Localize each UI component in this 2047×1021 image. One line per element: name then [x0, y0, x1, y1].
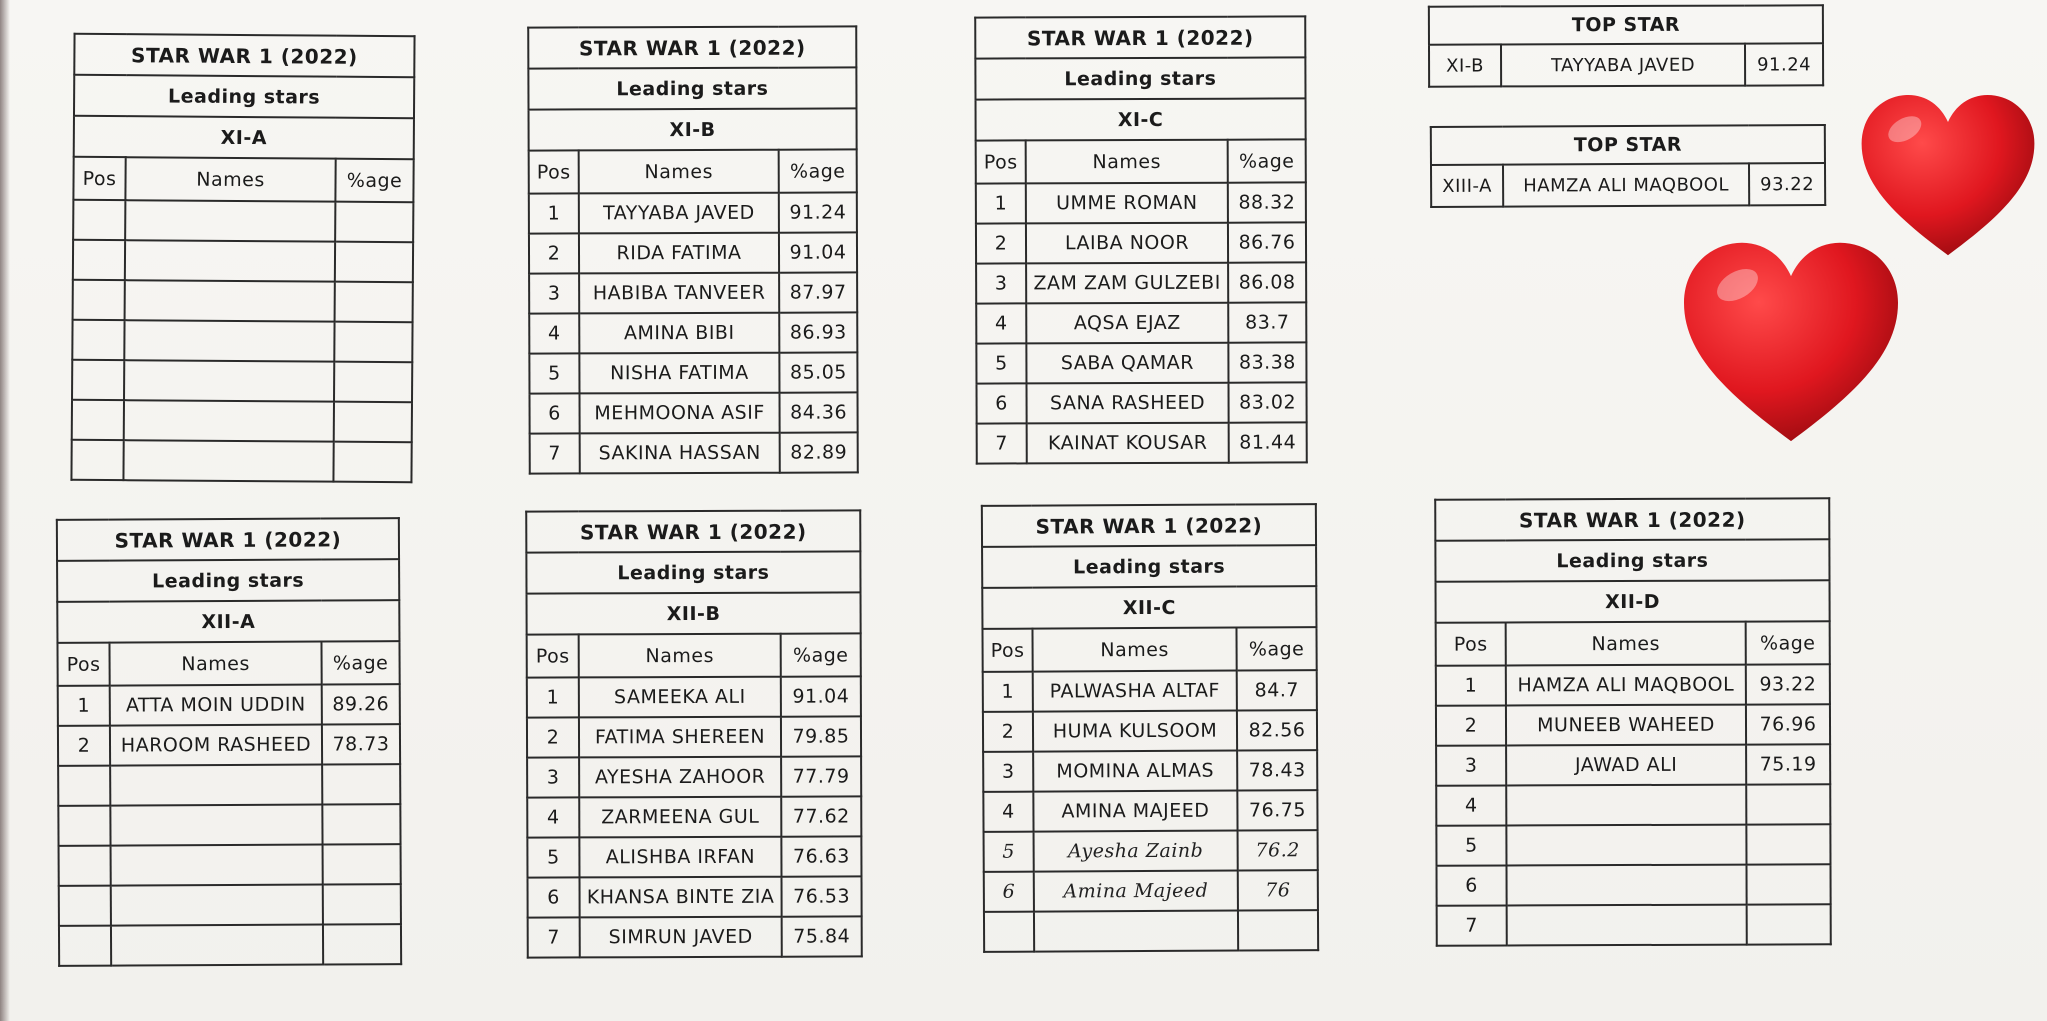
table-subtitle: Leading stars	[982, 545, 1316, 588]
col-names-header: Names	[109, 642, 321, 686]
pct-cell	[334, 402, 412, 443]
pct-cell: 77.62	[781, 796, 861, 836]
pos-cell: 4	[976, 303, 1026, 343]
col-names-header: Names	[579, 150, 779, 194]
name-cell: AMINA MAJEED	[1033, 791, 1237, 832]
table-row	[983, 670, 1317, 712]
name-cell	[1034, 911, 1238, 952]
pos-cell: 5	[527, 837, 579, 877]
pct-cell	[323, 844, 401, 884]
pos-cell: 5	[976, 343, 1026, 383]
table-row	[976, 302, 1306, 343]
table-row	[58, 764, 400, 806]
pos-cell: 3	[976, 263, 1026, 303]
pos-cell	[73, 280, 125, 320]
name-cell	[125, 280, 335, 321]
name-cell	[110, 765, 322, 806]
pos-cell	[984, 912, 1034, 952]
pos-cell: 7	[977, 423, 1027, 463]
name-cell: MOMINA ALMAS	[1033, 751, 1237, 792]
pct-cell	[335, 242, 413, 283]
header-row	[73, 157, 413, 202]
name-cell: RIDA FATIMA	[579, 233, 779, 274]
table-row	[527, 716, 861, 757]
pct-cell: 84.36	[779, 392, 857, 432]
pct-cell: 75.84	[782, 916, 862, 956]
pct-cell: 86.76	[1228, 222, 1306, 262]
top-star-title: TOP STAR	[1431, 125, 1825, 165]
name-cell: KHANSA BINTE ZIA	[579, 877, 781, 918]
pos-cell	[59, 846, 111, 886]
col-pct-header: %age	[335, 159, 413, 203]
pos-cell	[72, 320, 124, 360]
pos-cell: 7	[528, 917, 580, 957]
pos-cell: 4	[529, 313, 579, 353]
name-cell: ZARMEENA GUL	[579, 797, 781, 838]
top-star-xiii-a	[1430, 124, 1826, 208]
table-xi-a	[70, 33, 415, 483]
pct-cell	[333, 442, 411, 483]
pct-cell: 78.73	[322, 724, 400, 764]
table-row	[59, 884, 401, 926]
table-subtitle: Leading stars	[57, 559, 399, 602]
pct-cell: 76.96	[1746, 704, 1830, 744]
table-row	[529, 352, 857, 393]
top-star-pct: 93.22	[1749, 163, 1825, 205]
name-cell	[1506, 825, 1746, 866]
pct-cell: 78.43	[1237, 750, 1317, 790]
name-cell: FATIMA SHEREEN	[579, 717, 781, 758]
pct-cell: 83.02	[1228, 382, 1306, 422]
pct-cell	[335, 282, 413, 323]
table-xi-c	[974, 15, 1308, 464]
class-label: XI-B	[529, 108, 857, 150]
class-label: XII-B	[527, 592, 861, 634]
pct-cell: 86.93	[779, 312, 857, 352]
table-xii-c	[981, 503, 1319, 953]
top-star-pct: 91.24	[1745, 43, 1823, 85]
name-cell: SANA RASHEED	[1026, 383, 1228, 424]
name-cell: AQSA EJAZ	[1026, 303, 1228, 344]
pct-cell: 91.04	[781, 676, 861, 716]
name-cell: ZAM ZAM GULZEBI	[1026, 263, 1228, 304]
name-cell: Ayesha Zainb	[1034, 831, 1238, 872]
pos-cell	[59, 926, 111, 966]
table-row	[1437, 904, 1831, 945]
table-row	[59, 844, 401, 886]
pos-cell: 2	[527, 717, 579, 757]
top-star-title: TOP STAR	[1429, 5, 1823, 44]
name-cell: LAIBA NOOR	[1026, 223, 1228, 264]
name-cell: SAMEEKA ALI	[579, 677, 781, 718]
pos-cell	[71, 440, 123, 480]
name-cell	[124, 320, 334, 361]
pct-cell: 87.97	[779, 272, 857, 312]
table-xii-d	[1434, 497, 1832, 946]
name-cell: NISHA FATIMA	[579, 353, 779, 394]
table-row	[527, 796, 861, 837]
pct-cell: 85.05	[779, 352, 857, 392]
pos-cell: 3	[527, 757, 579, 797]
pos-cell	[72, 360, 124, 400]
pct-cell: 91.04	[779, 232, 857, 272]
pos-cell: 2	[1436, 705, 1506, 745]
col-names-header: Names	[125, 157, 335, 201]
pct-cell	[335, 202, 413, 243]
pos-cell: 3	[983, 752, 1033, 792]
name-cell: Amina Majeed	[1034, 871, 1238, 912]
table-row	[976, 182, 1306, 223]
col-pos-header: Pos	[976, 140, 1026, 183]
table-row	[984, 830, 1318, 872]
pct-cell: 89.26	[322, 684, 400, 724]
col-pos-header: Pos	[1436, 622, 1506, 665]
table-row	[984, 910, 1318, 952]
table-row	[529, 192, 857, 233]
class-label: XI-C	[976, 98, 1306, 140]
name-cell	[111, 925, 323, 966]
name-cell	[111, 885, 323, 926]
pct-cell: 76.75	[1237, 790, 1317, 830]
pct-cell: 79.85	[781, 716, 861, 756]
name-cell: TAYYABA JAVED	[579, 193, 779, 234]
table-row	[977, 422, 1307, 463]
table-xii-b	[525, 509, 863, 958]
table-row	[1436, 664, 1830, 705]
table-title: STAR WAR 1 (2022)	[975, 16, 1305, 58]
pct-cell: 83.7	[1228, 302, 1306, 342]
class-label: XI-A	[74, 116, 414, 159]
col-pct-header: %age	[1236, 627, 1316, 670]
pos-cell: 1	[529, 193, 579, 233]
top-star-name: TAYYABA JAVED	[1501, 44, 1745, 87]
pct-cell: 77.79	[781, 756, 861, 796]
pct-cell: 76.53	[781, 876, 861, 916]
table-row	[983, 790, 1317, 832]
class-label: XII-A	[57, 600, 399, 643]
table-row	[58, 804, 400, 846]
pct-cell: 82.56	[1237, 710, 1317, 750]
table-xi-b	[527, 25, 859, 474]
pct-cell: 81.44	[1229, 422, 1307, 462]
name-cell: UMME ROMAN	[1026, 183, 1228, 224]
header-row	[529, 149, 857, 193]
table-row	[983, 750, 1317, 792]
pct-cell: 88.32	[1228, 182, 1306, 222]
table-subtitle: Leading stars	[526, 551, 860, 593]
pos-cell: 3	[1436, 745, 1506, 785]
table-row	[73, 280, 413, 322]
pos-cell: 6	[528, 877, 580, 917]
col-pos-header: Pos	[57, 643, 109, 686]
table-row	[529, 272, 857, 313]
col-pos-header: Pos	[982, 629, 1032, 672]
top-star-xi-b	[1428, 4, 1824, 87]
table-row	[72, 360, 412, 402]
col-names-header: Names	[1026, 140, 1228, 184]
pos-cell	[73, 200, 125, 240]
pos-cell: 2	[529, 233, 579, 273]
col-pos-header: Pos	[529, 150, 579, 193]
col-pct-header: %age	[1746, 621, 1830, 664]
table-row	[527, 756, 861, 797]
table-row	[976, 222, 1306, 263]
pos-cell: 6	[984, 872, 1034, 912]
table-subtitle: Leading stars	[74, 75, 414, 118]
class-label: XII-C	[982, 586, 1316, 629]
name-cell: AYESHA ZAHOOR	[579, 757, 781, 798]
pos-cell	[58, 806, 110, 846]
name-cell: SAKINA HASSAN	[580, 433, 780, 474]
header-row	[982, 627, 1316, 672]
table-subtitle: Leading stars	[528, 67, 856, 109]
pos-cell: 5	[1436, 825, 1506, 865]
name-cell	[110, 805, 322, 846]
table-row	[528, 876, 862, 917]
name-cell	[1506, 785, 1746, 826]
table-row	[73, 240, 413, 282]
top-star-class: XIII-A	[1431, 165, 1503, 207]
name-cell: HAROOM RASHEED	[110, 725, 322, 766]
table-row	[983, 710, 1317, 752]
table-row	[528, 916, 862, 957]
pos-cell	[59, 886, 111, 926]
pos-cell: 1	[58, 686, 110, 726]
table-title: STAR WAR 1 (2022)	[1435, 498, 1829, 540]
name-cell	[123, 440, 333, 481]
table-row	[71, 440, 411, 482]
pos-cell: 1	[1436, 665, 1506, 705]
name-cell	[1507, 905, 1747, 946]
name-cell	[124, 400, 334, 441]
pos-cell: 1	[983, 672, 1033, 712]
col-pos-header: Pos	[527, 634, 579, 677]
header-row	[527, 633, 861, 677]
name-cell: HUMA KULSOOM	[1033, 711, 1237, 752]
pct-cell	[1746, 784, 1830, 824]
pct-cell: 84.7	[1237, 670, 1317, 710]
pct-cell	[1746, 824, 1830, 864]
table-row	[527, 836, 861, 877]
name-cell	[124, 360, 334, 401]
name-cell: ALISHBA IRFAN	[579, 837, 781, 878]
pct-cell	[1747, 904, 1831, 944]
pos-cell: 6	[977, 383, 1027, 423]
pct-cell	[323, 924, 401, 964]
table-row	[72, 320, 412, 362]
pct-cell: 76.2	[1238, 830, 1318, 870]
pct-cell: 76	[1238, 870, 1318, 910]
table-row	[1436, 784, 1830, 825]
pos-cell: 7	[1437, 905, 1507, 945]
name-cell: SABA QAMAR	[1026, 343, 1228, 384]
col-names-header: Names	[579, 634, 781, 678]
pos-cell: 2	[58, 726, 110, 766]
table-title: STAR WAR 1 (2022)	[526, 510, 860, 552]
pos-cell	[73, 240, 125, 280]
table-row	[1436, 824, 1830, 865]
table-title: STAR WAR 1 (2022)	[57, 518, 399, 561]
pos-cell	[72, 400, 124, 440]
col-pct-header: %age	[1228, 139, 1306, 182]
class-label: XII-D	[1436, 580, 1830, 622]
table-row	[1436, 704, 1830, 745]
header-row	[57, 641, 399, 686]
header-row	[1436, 621, 1830, 665]
pos-cell: 6	[530, 393, 580, 433]
name-cell: JAWAD ALI	[1506, 745, 1746, 786]
pos-cell: 7	[530, 433, 580, 473]
table-row	[73, 200, 413, 242]
pct-cell	[1238, 910, 1318, 950]
pos-cell: 4	[527, 797, 579, 837]
pos-cell: 5	[529, 353, 579, 393]
pct-cell	[322, 804, 400, 844]
top-star-name: HAMZA ALI MAQBOOL	[1503, 163, 1749, 206]
name-cell: MUNEEB WAHEED	[1506, 705, 1746, 746]
pct-cell	[323, 884, 401, 924]
col-names-header: Names	[1506, 622, 1746, 666]
pos-cell: 6	[1437, 865, 1507, 905]
pos-cell: 4	[1436, 785, 1506, 825]
table-row	[59, 924, 401, 966]
pct-cell: 91.24	[779, 192, 857, 232]
pct-cell	[334, 362, 412, 403]
name-cell: MEHMOONA ASIF	[579, 393, 779, 434]
pos-cell: 3	[529, 273, 579, 313]
pct-cell: 76.63	[781, 836, 861, 876]
table-row	[527, 676, 861, 717]
pos-cell: 4	[983, 792, 1033, 832]
pct-cell: 75.19	[1746, 744, 1830, 784]
name-cell: HAMZA ALI MAQBOOL	[1506, 665, 1746, 706]
pos-cell: 1	[976, 183, 1026, 223]
table-title: STAR WAR 1 (2022)	[74, 34, 414, 77]
name-cell: KAINAT KOUSAR	[1027, 423, 1229, 464]
name-cell: AMINA BIBI	[579, 313, 779, 354]
table-row	[1437, 864, 1831, 905]
name-cell: HABIBA TANVEER	[579, 273, 779, 314]
table-row	[58, 724, 400, 766]
table-row	[530, 432, 858, 473]
pct-cell	[334, 322, 412, 363]
table-row	[529, 312, 857, 353]
pos-cell: 5	[984, 832, 1034, 872]
col-pct-header: %age	[781, 633, 861, 676]
table-row	[58, 684, 400, 726]
table-title: STAR WAR 1 (2022)	[528, 26, 856, 68]
pct-cell: 93.22	[1746, 664, 1830, 704]
pos-cell: 2	[976, 223, 1026, 263]
table-subtitle: Leading stars	[975, 57, 1305, 99]
heart-icon	[1678, 236, 1904, 450]
name-cell	[111, 845, 323, 886]
pos-cell: 2	[983, 712, 1033, 752]
col-pct-header: %age	[321, 641, 399, 684]
header-row	[976, 139, 1306, 183]
table-subtitle: Leading stars	[1435, 539, 1829, 581]
pct-cell: 83.38	[1228, 342, 1306, 382]
table-row	[72, 400, 412, 442]
pos-cell: 1	[527, 677, 579, 717]
pos-cell	[58, 766, 110, 806]
table-row	[529, 232, 857, 273]
table-row	[976, 262, 1306, 303]
name-cell	[125, 240, 335, 281]
paper-edge-shadow	[0, 0, 10, 1021]
table-row	[530, 392, 858, 433]
table-row	[976, 342, 1306, 383]
name-cell: ATTA MOIN UDDIN	[110, 685, 322, 726]
col-pos-header: Pos	[73, 157, 125, 200]
table-row	[977, 382, 1307, 423]
table-xii-a	[56, 517, 402, 967]
name-cell: SIMRUN JAVED	[580, 917, 782, 958]
name-cell: PALWASHA ALTAF	[1033, 671, 1237, 712]
name-cell	[1506, 865, 1746, 906]
pct-cell	[322, 764, 400, 804]
col-pct-header: %age	[779, 149, 857, 192]
pct-cell: 86.08	[1228, 262, 1306, 302]
table-row	[984, 870, 1318, 912]
table-row	[1436, 744, 1830, 785]
top-star-class: XI-B	[1429, 44, 1501, 86]
table-title: STAR WAR 1 (2022)	[982, 504, 1316, 547]
col-names-header: Names	[1032, 628, 1236, 672]
pct-cell	[1746, 864, 1830, 904]
pct-cell: 82.89	[780, 432, 858, 472]
name-cell	[125, 200, 335, 241]
